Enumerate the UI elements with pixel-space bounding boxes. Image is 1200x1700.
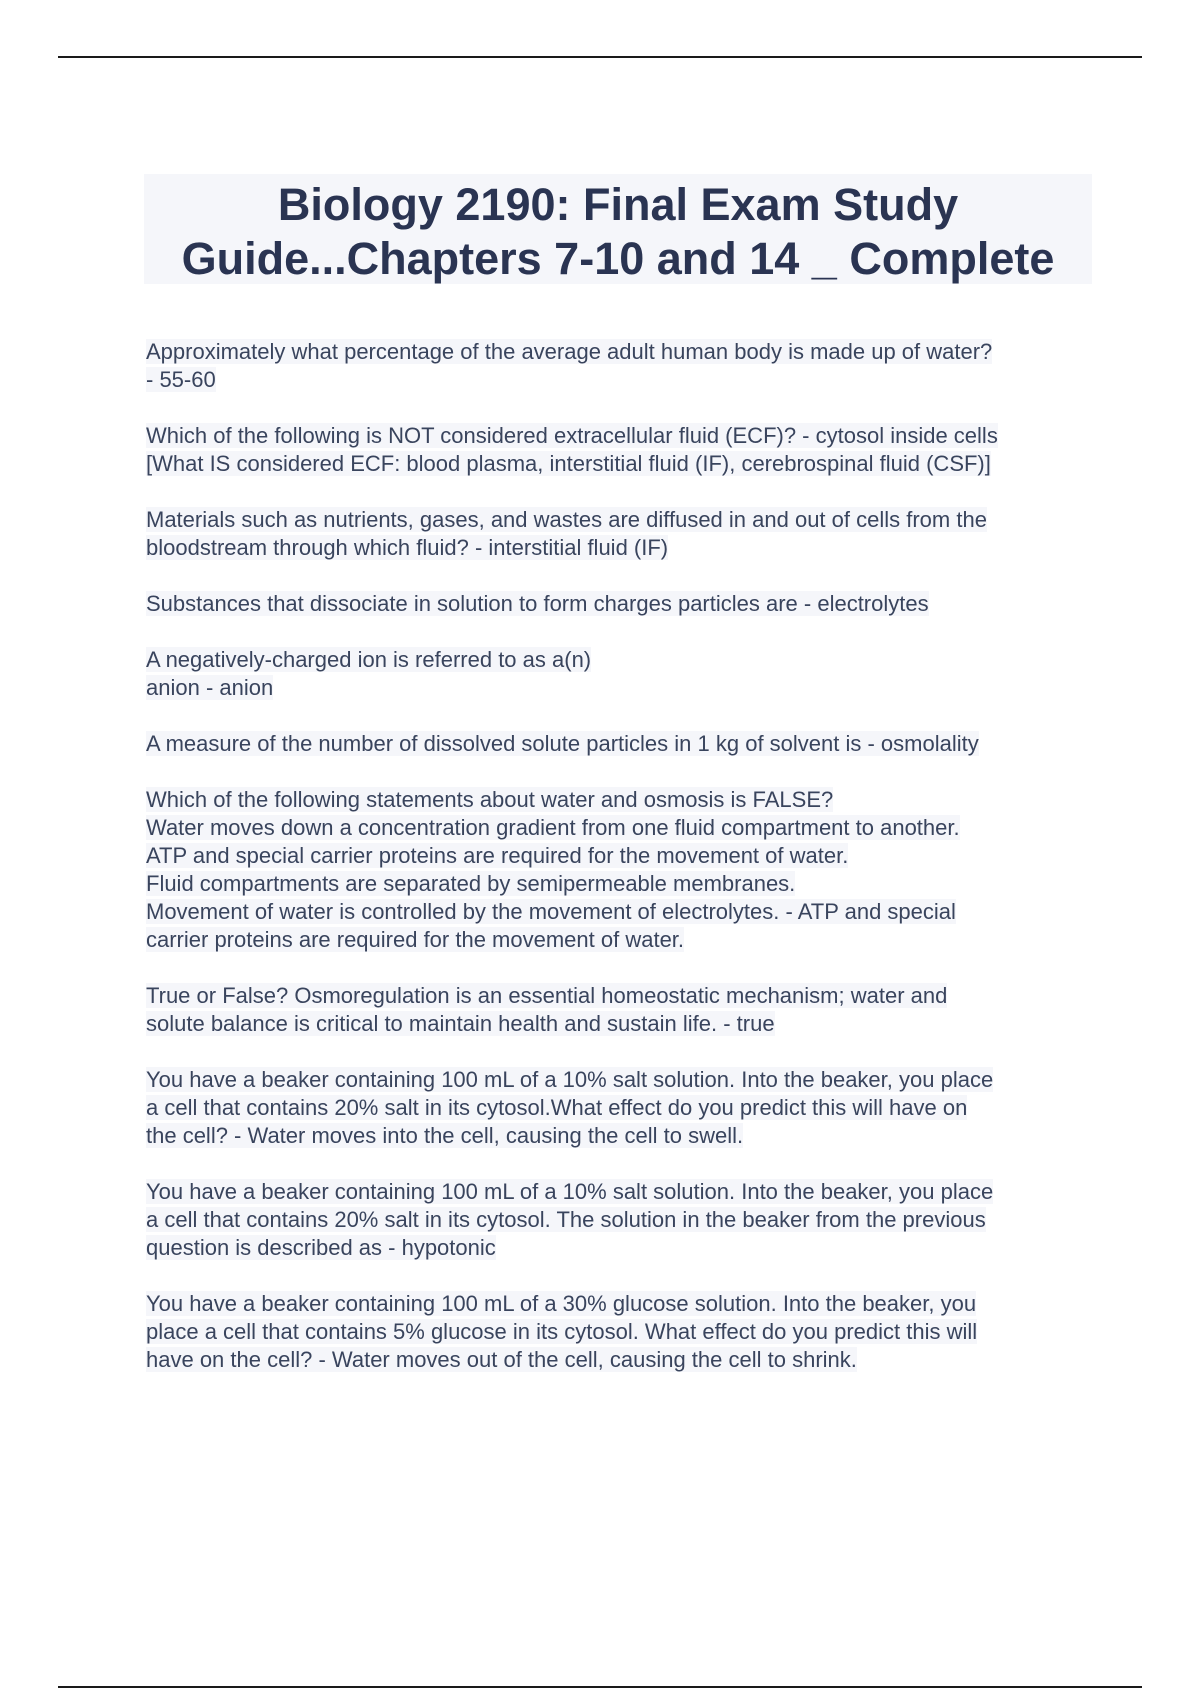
document-title <box>144 174 1092 286</box>
qa-line <box>146 842 1106 870</box>
qa-line-text: Fluid compartments are separated by semipermeable membranes. <box>146 871 796 896</box>
qa-line <box>146 1234 1106 1262</box>
top-rule <box>58 56 1142 58</box>
qa-line-text: Approximately what percentage of the average adult human body is made up of water? <box>146 339 993 364</box>
qa-item <box>146 422 1106 478</box>
qa-line-text: A measure of the number of dissolved solute particles in 1 kg of solvent is - osmolality <box>146 731 979 756</box>
qa-line-text: a cell that contains 20% salt in its cytosol. The solution in the beaker from the previous <box>146 1207 986 1232</box>
qa-line <box>146 1122 1106 1150</box>
title-line-2: Guide...Chapters 7-10 and 14 _ Complete <box>181 233 1055 284</box>
qa-line-text: ATP and special carrier proteins are required for the movement of water. <box>146 843 849 868</box>
qa-line <box>146 1010 1106 1038</box>
qa-line <box>146 506 1106 534</box>
qa-line-text: True or False? Osmoregulation is an essential homeostatic mechanism; water and <box>146 983 948 1008</box>
qa-line-text: a cell that contains 20% salt in its cytosol.What effect do you predict this will have on <box>146 1095 968 1120</box>
qa-line-text: Movement of water is controlled by the movement of electrolytes. - ATP and special <box>146 899 956 924</box>
qa-line-text: anion - anion <box>146 675 274 700</box>
title-line-1: Biology 2190: Final Exam Study <box>277 179 959 230</box>
qa-line-text: have on the cell? - Water moves out of the cell, causing the cell to shrink. <box>146 1347 857 1372</box>
qa-list <box>146 338 1106 1402</box>
qa-line <box>146 982 1106 1010</box>
qa-item <box>146 1178 1106 1262</box>
qa-line <box>146 1346 1106 1374</box>
qa-line-text: bloodstream through which fluid? - interstitial fluid (IF) <box>146 535 669 560</box>
qa-line-text: Substances that dissociate in solution to form charges particles are - electrolytes <box>146 591 929 616</box>
qa-line <box>146 814 1106 842</box>
qa-line-text: Water moves down a concentration gradient from one fluid compartment to another. <box>146 815 960 840</box>
qa-item <box>146 506 1106 562</box>
qa-line <box>146 422 1106 450</box>
qa-item <box>146 730 1106 758</box>
qa-line <box>146 1066 1106 1094</box>
qa-item <box>146 1290 1106 1374</box>
qa-line-text: place a cell that contains 5% glucose in its cytosol. What effect do you predict this will <box>146 1319 978 1344</box>
qa-item <box>146 982 1106 1038</box>
qa-line <box>146 534 1106 562</box>
qa-line-text: Materials such as nutrients, gases, and wastes are diffused in and out of cells from the <box>146 507 987 532</box>
qa-line <box>146 786 1106 814</box>
qa-line-text: - 55-60 <box>146 367 216 392</box>
qa-line <box>146 1290 1106 1318</box>
qa-item <box>146 590 1106 618</box>
qa-item <box>146 1066 1106 1150</box>
qa-line-text: solute balance is critical to maintain health and sustain life. - true <box>146 1011 775 1036</box>
qa-line <box>146 1178 1106 1206</box>
bottom-rule <box>58 1686 1142 1688</box>
qa-line-text: A negatively-charged ion is referred to as a(n) <box>146 647 592 672</box>
qa-line <box>146 898 1106 926</box>
qa-line <box>146 366 1106 394</box>
qa-line-text: Which of the following is NOT considered extracellular fluid (ECF)? - cytosol inside cells <box>146 423 998 448</box>
qa-line-text: the cell? - Water moves into the cell, causing the cell to swell. <box>146 1123 744 1148</box>
qa-item <box>146 338 1106 394</box>
qa-line-text: You have a beaker containing 100 mL of a 30% glucose solution. Into the beaker, you <box>146 1291 977 1316</box>
qa-line-text: [What IS considered ECF: blood plasma, interstitial fluid (IF), cerebrospinal fluid (CSF)] <box>146 451 991 476</box>
qa-line <box>146 646 1106 674</box>
qa-item <box>146 646 1106 702</box>
qa-line-text: Which of the following statements about water and osmosis is FALSE? <box>146 787 834 812</box>
qa-line <box>146 338 1106 366</box>
qa-line <box>146 730 1106 758</box>
qa-line-text: You have a beaker containing 100 mL of a 10% salt solution. Into the beaker, you place <box>146 1179 994 1204</box>
qa-line <box>146 926 1106 954</box>
qa-line-text: carrier proteins are required for the movement of water. <box>146 927 685 952</box>
qa-line-text: question is described as - hypotonic <box>146 1235 496 1260</box>
qa-item <box>146 786 1106 954</box>
qa-line <box>146 590 1106 618</box>
qa-line-text: You have a beaker containing 100 mL of a 10% salt solution. Into the beaker, you place <box>146 1067 994 1092</box>
qa-line <box>146 1318 1106 1346</box>
qa-line <box>146 1094 1106 1122</box>
title-box <box>144 174 1092 284</box>
qa-line <box>146 674 1106 702</box>
qa-line <box>146 450 1106 478</box>
qa-line <box>146 1206 1106 1234</box>
qa-line <box>146 870 1106 898</box>
